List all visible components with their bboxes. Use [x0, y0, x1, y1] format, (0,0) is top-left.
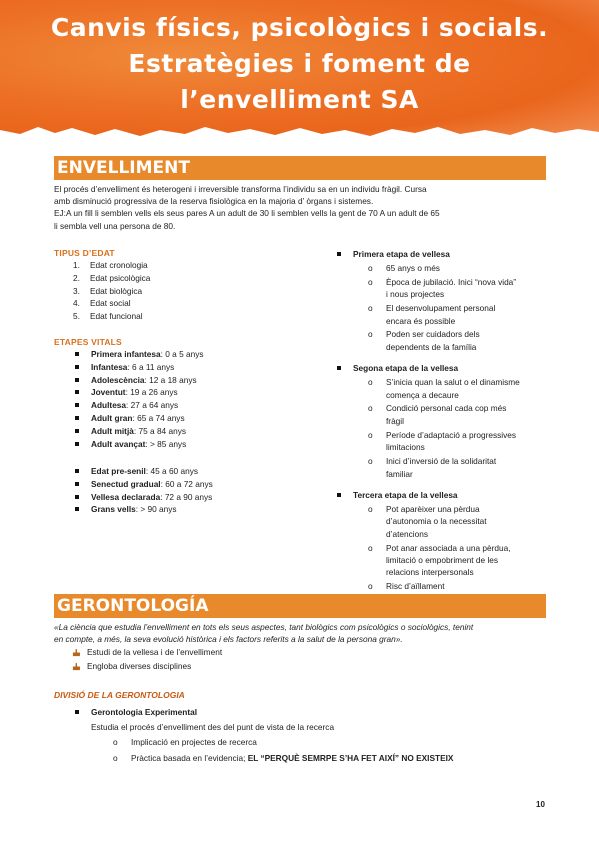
title-line-3: l’envelliment SA	[180, 85, 419, 114]
etapa-range: : 12 a 18 anys	[144, 374, 197, 385]
page-number: 10	[536, 800, 545, 809]
etapa-text	[91, 386, 178, 399]
sub-item-line: familiar	[386, 468, 413, 479]
circle-bullet-icon: o	[368, 403, 373, 414]
etapa-item	[75, 386, 204, 399]
sub-item-line: Pot anar associada a una pèrdua,	[386, 542, 511, 553]
experimental-sub-item	[75, 752, 535, 764]
etapa-text	[91, 425, 186, 438]
etapa-item	[75, 374, 204, 387]
etapa-item	[75, 478, 213, 491]
tipus-edat-list	[73, 259, 150, 323]
item-number: 4.	[73, 298, 80, 309]
sub-item-line: limitació o empobriment de les	[386, 554, 499, 565]
circle-bullet-icon: o	[368, 276, 373, 287]
etapa-item	[75, 425, 204, 438]
vellesa-sub-item	[337, 503, 567, 540]
vellesa-stage-title: Tercera etapa de la vellesa	[353, 489, 458, 500]
etapa-item	[75, 348, 204, 361]
sub-item-text	[386, 262, 440, 274]
title-line-2: Estratègies i foment de	[128, 49, 471, 78]
square-bullet-icon	[337, 493, 341, 497]
vellesa-sub-item	[337, 328, 567, 353]
tipus-edat-item	[73, 310, 150, 323]
square-bullet-icon	[75, 482, 79, 486]
square-bullet-icon	[75, 352, 79, 356]
square-bullet-icon	[75, 507, 79, 511]
section-gerontologia-bar	[54, 594, 546, 618]
sub-item-line: Condició personal cada cop més	[386, 403, 507, 414]
section-envelliment-title: ENVELLIMENT	[57, 158, 190, 178]
sub-item-line: Poden ser cuidadors dels	[386, 329, 480, 340]
etapes-vitals-list	[75, 348, 204, 450]
etapa-text	[91, 503, 177, 516]
vellesa-stage-title: Primera etapa de vellesa	[353, 249, 450, 259]
etapa-name: Grans vells	[91, 504, 136, 515]
sub-item-text-bold: EL “PERQUÈ SEMRPE S’HA FET AIXÍ” NO EXISTEIX	[247, 752, 454, 763]
point-text: Engloba diverses disciplines	[87, 661, 192, 671]
experimental-description: Estudia el procés d’envelliment des del punt de vista de la recerca	[91, 722, 335, 733]
item-number: 5.	[73, 311, 80, 322]
sub-item-line: El desenvolupament personal	[386, 303, 496, 314]
intro-line: li sembla vell una persona de 80.	[54, 220, 176, 231]
square-bullet-icon	[75, 495, 79, 499]
vellesa-stage-title: Segona etapa de la vellesa	[353, 363, 459, 374]
square-bullet-icon	[337, 366, 341, 370]
circle-bullet-icon: o	[368, 581, 373, 592]
sub-item-line: relacions interpersonals	[386, 567, 474, 578]
sub-item-text	[386, 429, 516, 454]
etapa-range: : 72 a 90 anys	[160, 491, 213, 502]
sub-item-text	[386, 276, 516, 301]
etapa-item	[75, 503, 213, 516]
etapa-name: Joventut	[91, 387, 126, 398]
tipus-edat-item	[73, 297, 150, 310]
etapa-range: : 19 a 26 anys	[125, 387, 178, 398]
item-text: Edat biològica	[90, 285, 143, 296]
vellesa-stage	[337, 362, 567, 480]
circle-bullet-icon: o	[368, 303, 373, 314]
circle-bullet-icon: o	[368, 542, 373, 553]
etapa-text	[91, 361, 174, 374]
sub-item-line: Pot aparèixer una pèrdua	[386, 503, 480, 514]
vellesa-sub-item	[337, 276, 567, 301]
vellesa-sub-item	[337, 262, 567, 274]
section-gerontologia-title: GERONTOLOGÍA	[57, 596, 209, 616]
etapes-vitals-heading: ETAPES VITALS	[54, 337, 122, 347]
square-bullet-icon	[75, 403, 79, 407]
title-line-1: Canvis físics, psicològics i socials.	[50, 13, 549, 42]
quote-line: «La ciència que estudia l’envelliment en tots els seus aspectes, tant biològics com psicològics o sociològics, tenint	[54, 622, 474, 632]
etapa-range: : 65 a 74 anys	[132, 412, 185, 423]
square-bullet-icon	[75, 429, 79, 433]
etapa-item	[75, 438, 204, 451]
square-bullet-icon	[75, 416, 79, 420]
etapa-text	[91, 491, 212, 504]
sub-item-line: d’atencions	[386, 528, 428, 539]
vellesa-stage-title-row	[337, 362, 567, 374]
etapa-item	[75, 412, 204, 425]
torn-paper-edge	[0, 118, 599, 140]
tipus-edat-item	[73, 272, 150, 285]
square-bullet-icon	[75, 365, 79, 369]
vellesa-sub-item	[337, 455, 567, 480]
sub-item-text	[386, 455, 496, 480]
vellesa-sub-item	[337, 376, 567, 401]
etapa-name: Adult avançat	[91, 438, 146, 449]
gerontologia-quote	[54, 621, 546, 645]
point-text: Estudi de la vellesa i de l’envelliment	[87, 647, 223, 657]
vellesa-stages	[337, 248, 567, 593]
etapa-text	[91, 412, 185, 425]
circle-bullet-icon: o	[368, 262, 373, 273]
etapa-name: Infantesa	[91, 361, 128, 372]
intro-line: EJ:A un fill li semblen vells els seus pares A un adult de 30 li semblen vells la gent de 70 A un adult de 65	[54, 208, 440, 219]
etapa-range: : > 90 anys	[135, 504, 177, 515]
gerontologia-point	[72, 661, 191, 671]
vellesa-stage-title-row	[337, 248, 567, 260]
section-envelliment-bar	[54, 156, 546, 180]
etapa-range: : 0 a 5 anys	[160, 349, 204, 359]
etapa-name: Primera infantesa	[91, 349, 161, 359]
item-number: 2.	[73, 272, 80, 283]
etapa-range: : 27 a 64 anys	[126, 400, 179, 411]
sub-item-line: fràgil	[386, 415, 404, 426]
etapa-text	[91, 438, 186, 451]
sub-item-text	[386, 503, 487, 540]
sub-item-text	[386, 402, 506, 427]
etapa-text	[91, 478, 213, 491]
divisio-heading: DIVISIÓ DE LA GERONTOLOGIA	[54, 690, 185, 700]
etapa-name: Adult mitjà	[91, 425, 134, 436]
etapa-range: : 45 a 60 anys	[145, 466, 198, 476]
item-text: Edat funcional	[90, 311, 143, 322]
sub-item-line: Període d’adaptació a progressives	[386, 429, 517, 440]
etapa-range: : 60 a 72 anys	[160, 478, 213, 489]
sub-item-text	[386, 328, 480, 353]
etapa-name: Adultesa	[91, 400, 127, 411]
circle-bullet-icon: o	[368, 377, 373, 388]
vellesa-sub-item	[337, 302, 567, 327]
etapa-text	[91, 465, 198, 478]
etapa-name: Edat pre-senil	[91, 466, 146, 476]
square-bullet-icon	[337, 252, 341, 256]
envelliment-intro	[54, 183, 546, 232]
etapa-text	[91, 374, 197, 387]
square-bullet-icon	[75, 378, 79, 382]
circle-bullet-icon: o	[368, 329, 373, 340]
quote-line: en compte, a més, la seva evolució històrica i els factors referits a la salut de la persona gran».	[54, 634, 403, 645]
square-bullet-icon	[75, 469, 79, 473]
sub-item-line: Inici d’inversió de la solidaritat	[386, 456, 497, 467]
sub-item-line: S’inicia quan la salut o el dinamisme	[386, 377, 520, 388]
sub-item-line: comença a decaure	[386, 389, 459, 400]
etapa-text	[91, 348, 204, 361]
circle-bullet-icon: o	[113, 737, 118, 748]
experimental-title-row	[75, 706, 535, 718]
sub-item-line: Època de jubilació. Inici “nova vida”	[386, 276, 517, 287]
etapa-item	[75, 399, 204, 412]
etapa-range: : 6 a 11 anys	[127, 361, 175, 372]
page-title	[0, 10, 599, 118]
tipus-edat-heading: TIPUS D’EDAT	[54, 248, 115, 258]
sub-item-text	[131, 752, 453, 764]
tipus-edat-item	[73, 259, 150, 272]
etapa-name: Senectud gradual	[91, 478, 161, 489]
etapa-text	[91, 399, 178, 412]
circle-bullet-icon: o	[368, 456, 373, 467]
sub-item-line: d’autonomia o la necessitat	[386, 516, 487, 527]
etapa-item	[75, 465, 213, 478]
item-text: Edat psicològica	[90, 272, 151, 283]
sub-item-line: i nous projectes	[386, 289, 445, 300]
sub-item-text	[386, 580, 445, 592]
sub-item-line: Risc d’aïllament	[386, 581, 445, 592]
etapa-name: Adult gran	[91, 412, 133, 423]
title-banner	[0, 0, 599, 140]
vellesa-sub-item	[337, 402, 567, 427]
sub-item-line: encara és possible	[386, 315, 456, 326]
item-number: 3.	[73, 285, 80, 296]
sub-item-text	[386, 542, 511, 579]
vellesa-sub-item	[337, 580, 567, 592]
vellesa-sub-item	[337, 429, 567, 454]
item-number: 1.	[73, 260, 80, 270]
sub-item-text	[386, 302, 495, 327]
vellesa-stage	[337, 248, 567, 353]
pointing-hand-icon	[72, 662, 81, 671]
sub-item-text	[386, 376, 520, 401]
experimental-title: Gerontologia Experimental	[91, 707, 198, 717]
vellesa-stage	[337, 489, 567, 593]
vellesa-sub-item	[337, 542, 567, 579]
etapa-range: : 75 a 84 anys	[133, 425, 186, 436]
item-text: Edat cronologia	[90, 260, 148, 270]
circle-bullet-icon: o	[368, 503, 373, 514]
circle-bullet-icon: o	[113, 752, 118, 763]
square-bullet-icon	[75, 710, 79, 714]
etapa-name: Adolescència	[91, 374, 145, 385]
square-bullet-icon	[75, 390, 79, 394]
intro-line: amb disminució progressiva de la reserva fisiològica en la majoria d’ òrgans i sistemes.	[54, 196, 374, 207]
sub-item-text-plain: Pràctica basada en l’evidencia;	[131, 752, 248, 763]
etapes-vitals-list-2	[75, 465, 213, 516]
circle-bullet-icon: o	[368, 429, 373, 440]
etapa-item	[75, 491, 213, 504]
item-text: Edat social	[90, 298, 131, 309]
etapa-item	[75, 361, 204, 374]
square-bullet-icon	[75, 442, 79, 446]
pointing-hand-icon	[72, 648, 81, 657]
sub-item-line: limitacions	[386, 442, 425, 453]
sub-item-line: 65 anys o més	[386, 262, 440, 273]
tipus-edat-item	[73, 285, 150, 298]
etapa-name: Vellesa declarada	[91, 491, 161, 502]
gerontologia-experimental	[75, 706, 535, 764]
vellesa-stage-title-row	[337, 489, 567, 501]
gerontologia-point	[72, 647, 222, 657]
sub-item-text: Implicació en projectes de recerca	[131, 737, 257, 748]
sub-item-line: dependents de la família	[386, 341, 477, 352]
intro-line: El procés d’envelliment és heterogeni i irreversible transforma l’individu sa en un individu fràgil. Cursa	[54, 184, 427, 194]
etapa-range: : > 85 anys	[145, 438, 187, 449]
experimental-sub-item	[75, 736, 535, 748]
